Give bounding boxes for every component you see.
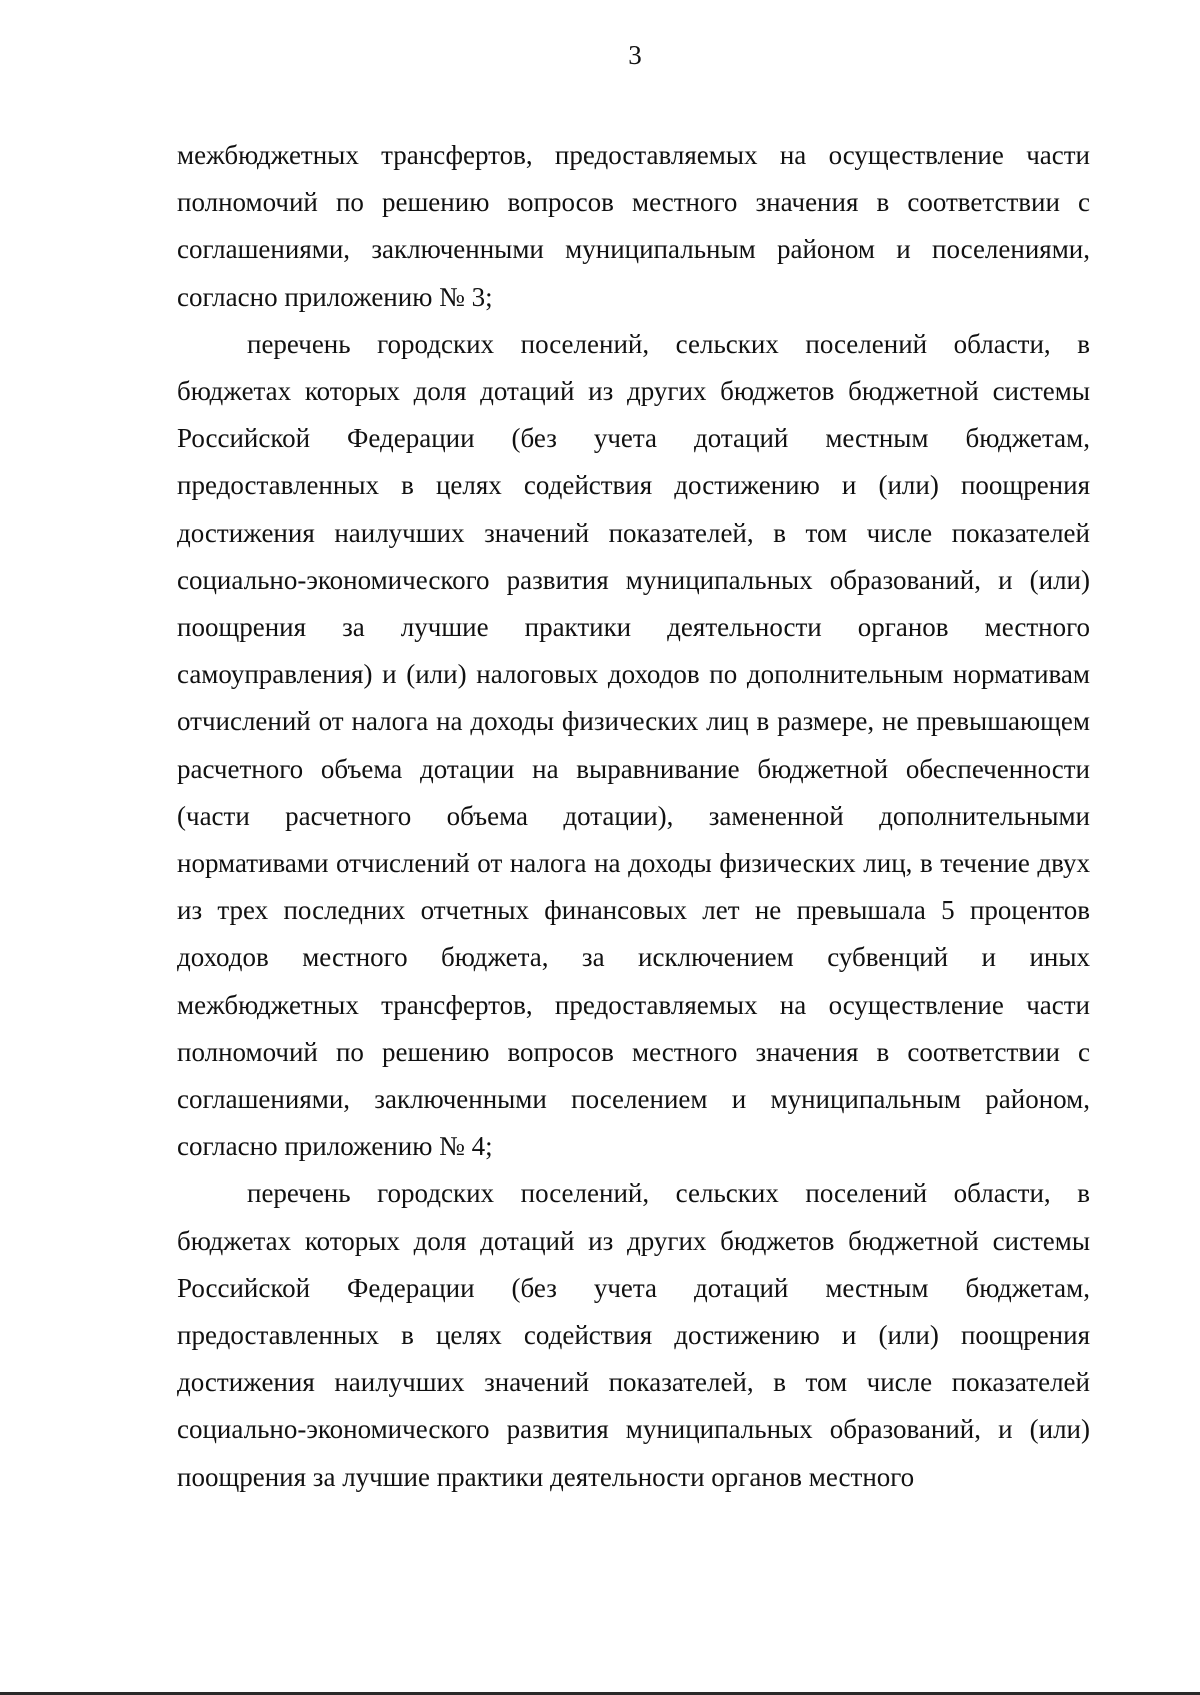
paragraph-list-item-appendix-4: перечень городских поселений, сельских поселений области, в бюджетах которых доля дотаций из других бюджетов бюджетной системы Российской Федерации (без учета дотаций местным бюджетам, предоставленных в целях содействия достижению и (или) поощрения достижения наилучших значений показателей, в том числе показателей социально-экономического развития муниципальных образований, и (или) поощрения за лучшие практики деятельности органов местного самоуправления) и (или) налоговых доходов по дополнительным нормативам отчислений от налога на доходы физических лиц в размере, не превышающем расчетного объема дотации на выравнивание бюджетной обеспеченности (части расчетного объема дотации), замененной дополнительными нормативами отчислений от налога на доходы физических лиц, в течение двух из трех последних отчетных финансовых лет не превышала 5 процентов доходов местного бюджета, за исключением субвенций и иных межбюджетных трансфертов, предоставляемых на осуществление части полномочий по решению вопросов местного значения в соответствии с соглашениями, заключенными поселением и муниципальным районом, согласно приложению № 4; [177, 328, 1090, 1162]
document-body [177, 132, 1090, 1501]
paragraph-continuation: межбюджетных трансфертов, предоставляемых на осуществление части полномочий по решению вопросов местного значения в соответствии с соглашениями, заключенными муниципальным районом и поселениями, согласно приложению № 3; [177, 140, 1090, 312]
page-number: 3 [628, 40, 642, 70]
paragraph-list-item-next: перечень городских поселений, сельских поселений области, в бюджетах которых доля дотаций из других бюджетов бюджетной системы Российской Федерации (без учета дотаций местным бюджетам, предоставленных в целях содействия достижению и (или) поощрения достижения наилучших значений показателей, в том числе показателей социально-экономического развития муниципальных образований, и (или) поощрения за лучшие практики деятельности органов местного [177, 1178, 1090, 1492]
